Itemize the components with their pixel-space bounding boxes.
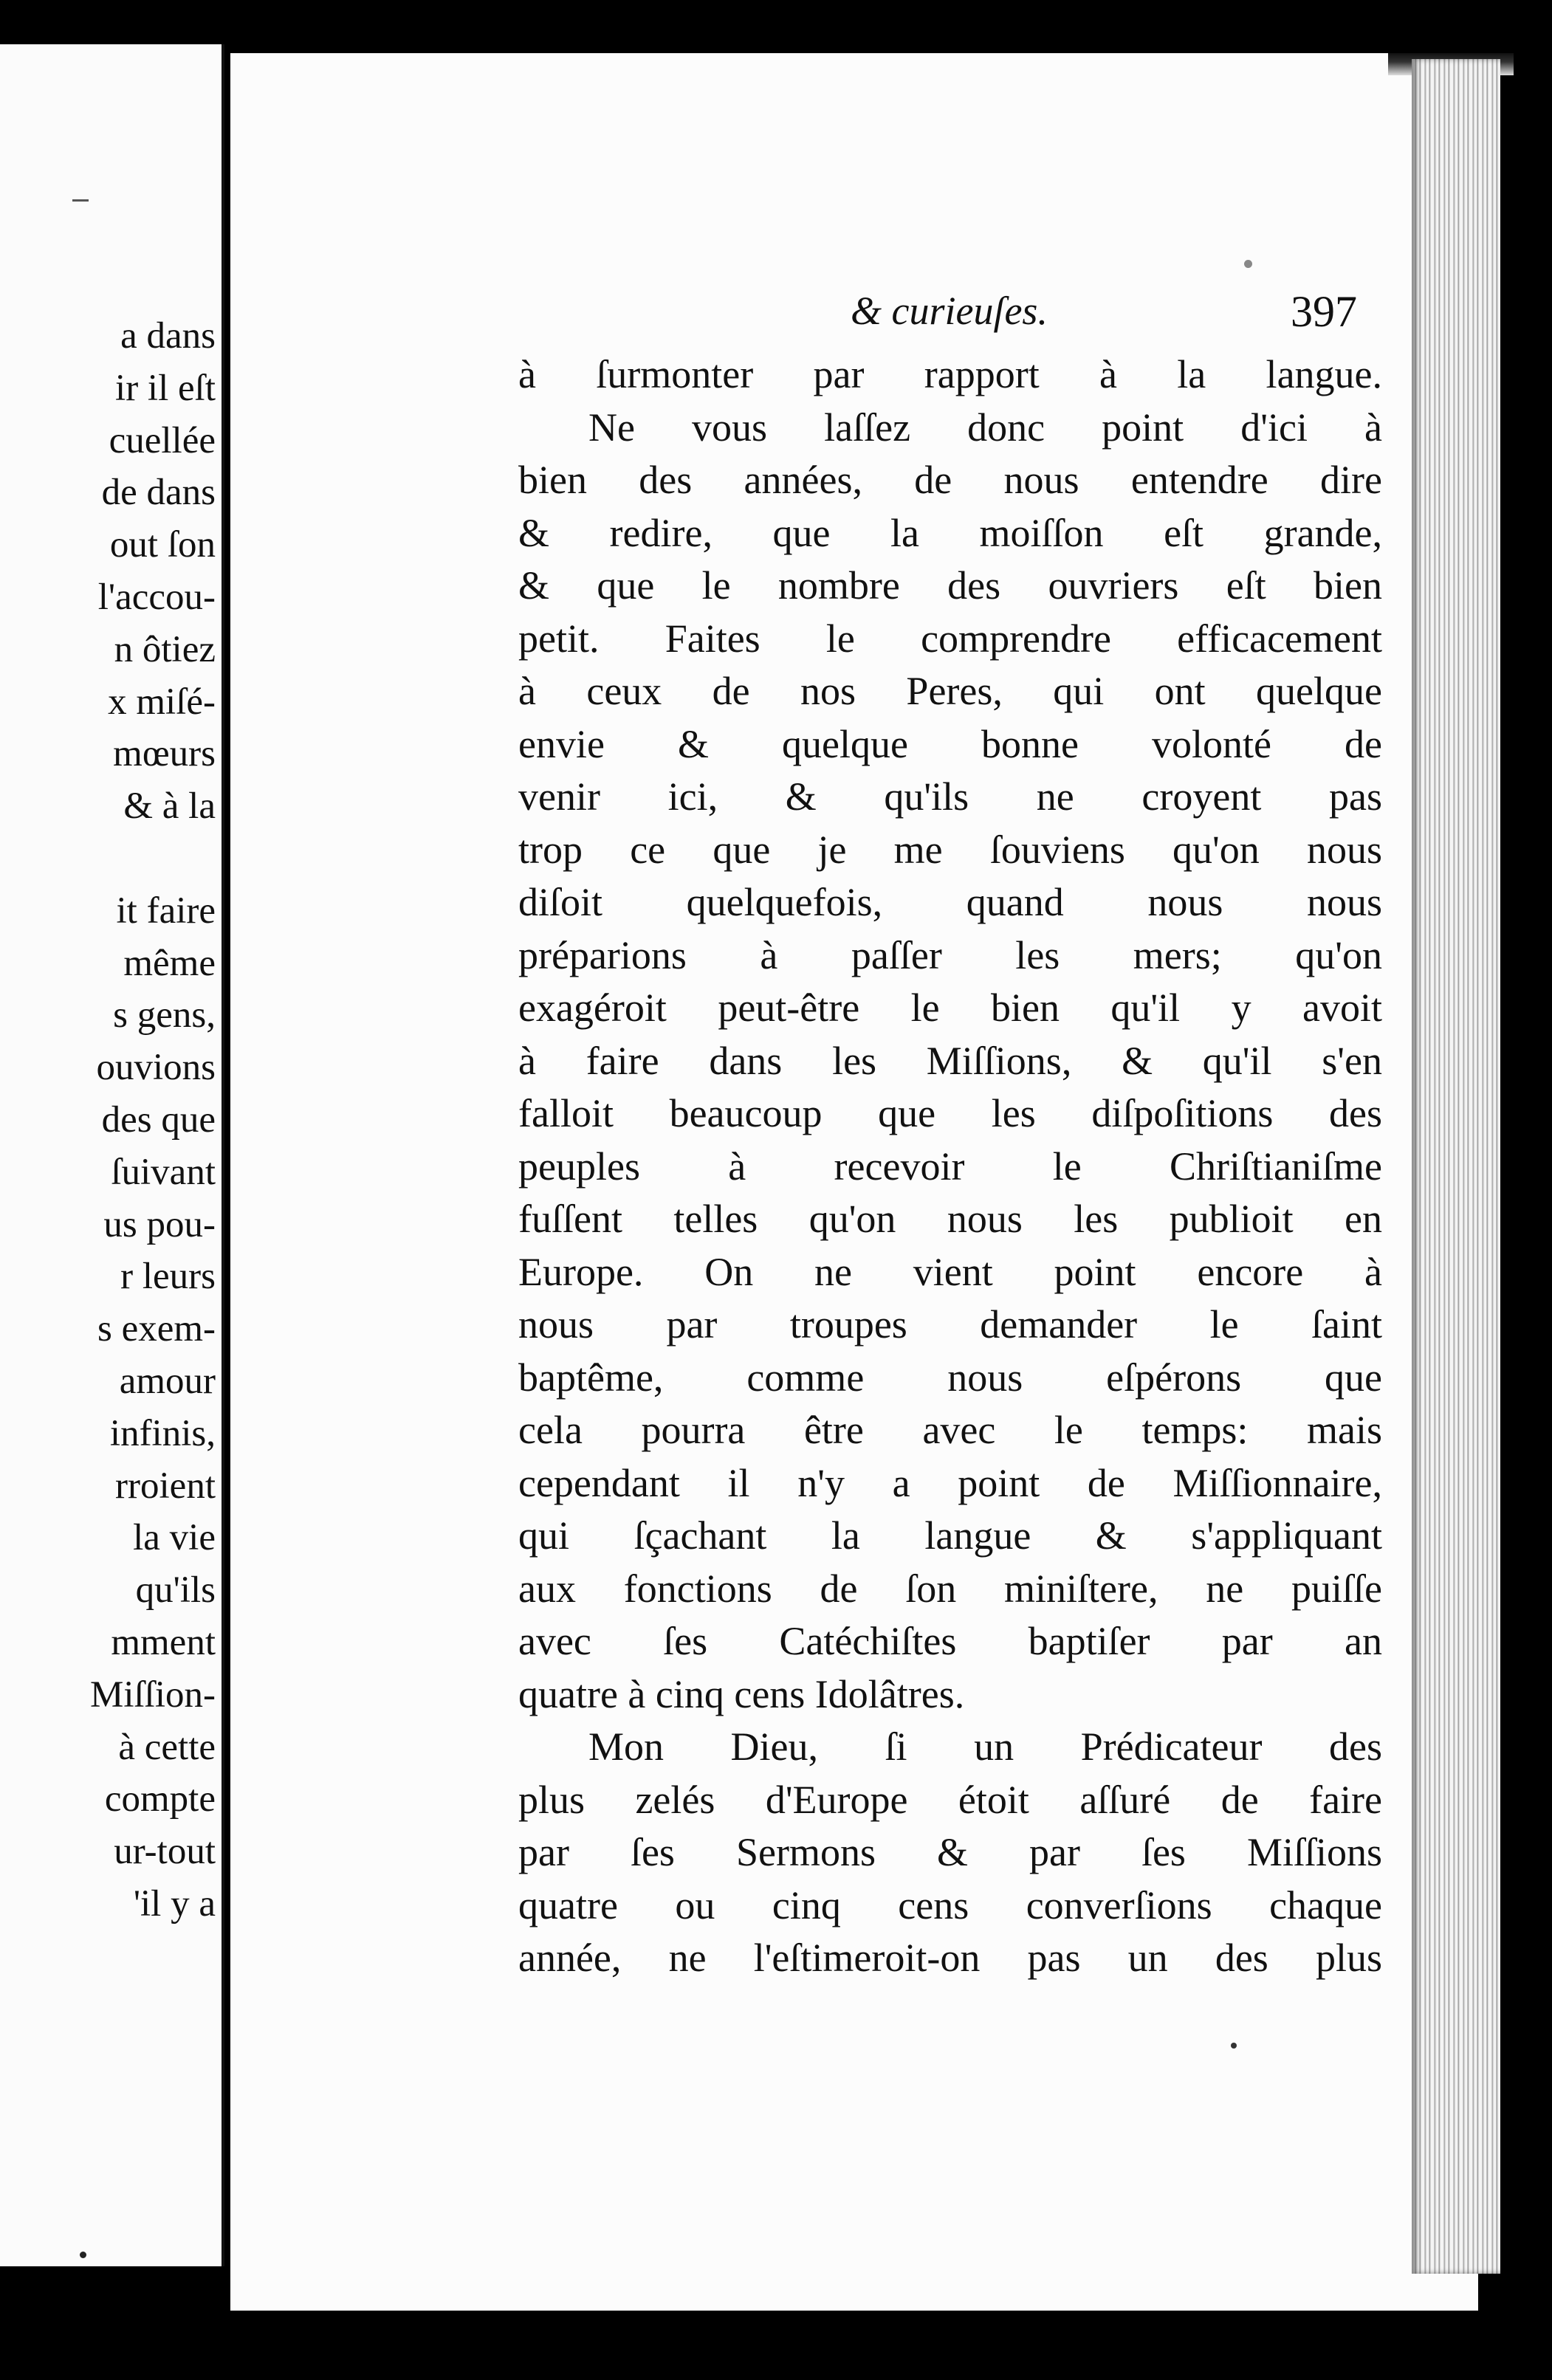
left-line: même	[123, 942, 216, 984]
text-line: fuſſent telles qu'on nous les publioit en	[518, 1197, 1382, 1241]
text-line: diſoit quelquefois, quand nous nous	[518, 880, 1382, 924]
left-line: de dans	[101, 472, 216, 514]
text-line: à ſurmonter par rapport à la langue.	[518, 352, 1382, 396]
text-line: plus zelés d'Europe étoit aſſuré de faire	[518, 1777, 1382, 1822]
ink-speck	[80, 2252, 86, 2258]
text-line: baptême, comme nous eſpérons que	[518, 1355, 1382, 1400]
text-line: quatre ou cinq cens converſions chaque	[518, 1882, 1382, 1927]
text-line: qui ſçachant la langue & s'appliquant	[518, 1513, 1382, 1558]
page-header	[230, 288, 1478, 340]
ink-speck	[1244, 260, 1252, 268]
left-line: la vie	[133, 1517, 216, 1559]
left-line: ir il eſt	[115, 367, 216, 409]
text-line: trop ce que je me ſouviens qu'on nous	[518, 827, 1382, 872]
text-line: aux fonctions de ſon miniſtere, ne puiſſe	[518, 1566, 1382, 1611]
text-line: petit. Faites le comprendre efficacement	[518, 616, 1382, 661]
left-page-text	[0, 310, 216, 1930]
left-line-blank	[0, 833, 216, 885]
left-line: 'il y a	[133, 1882, 216, 1925]
page-number: 397	[1291, 287, 1357, 336]
book-page	[230, 53, 1478, 2311]
left-line: rroient	[115, 1465, 216, 1507]
text-line: avec ſes Catéchiſtes baptiſer par an	[518, 1619, 1382, 1663]
text-line: envie & quelque bonne volonté de	[518, 721, 1382, 766]
left-line: infinis,	[109, 1412, 216, 1454]
left-line: s gens,	[113, 994, 216, 1036]
text-line: venir ici, & qu'ils ne croyent pas	[518, 774, 1382, 819]
page-body-text	[518, 348, 1382, 1985]
text-line: Europe. On ne vient point encore à	[518, 1249, 1382, 1294]
left-line: & à la	[123, 785, 216, 828]
text-line: & que le nombre des ouvriers eſt bien	[518, 563, 1382, 608]
running-head: & curieuſes.	[851, 289, 1048, 333]
text-line: peuples à recevoir le Chriſtianiſme	[518, 1143, 1382, 1189]
left-line: out ſon	[109, 524, 216, 566]
left-line: s exem-	[97, 1308, 216, 1350]
left-line: ſuivant	[111, 1151, 216, 1193]
left-line: mment	[111, 1621, 216, 1663]
paragraph-first-line: Ne vous laſſez donc point d'ici à	[588, 405, 1382, 450]
left-line: mœurs	[113, 733, 216, 775]
left-line: us pou-	[103, 1203, 216, 1245]
left-line: l'accou-	[97, 576, 216, 618]
left-line: amour	[119, 1360, 216, 1402]
text-line: & redire, que la moiſſon eſt grande,	[518, 510, 1382, 555]
left-line: ouvions	[96, 1047, 216, 1089]
text-line: falloit beaucoup que les diſpoſitions des	[518, 1091, 1382, 1135]
left-line: ur-tout	[114, 1831, 216, 1873]
left-line: cuellée	[109, 419, 216, 461]
text-line: par ſes Sermons & par ſes Miſſions	[518, 1830, 1382, 1874]
ink-speck	[1231, 2043, 1237, 2049]
left-line: compte	[104, 1778, 216, 1820]
text-line: cela pourra être avec le temps: mais	[518, 1408, 1382, 1452]
ink-mark	[72, 199, 89, 202]
left-line: it faire	[116, 890, 216, 932]
left-line: r leurs	[120, 1256, 216, 1298]
text-line: bien des années, de nous entendre dire	[518, 458, 1382, 502]
left-line: à cette	[118, 1726, 216, 1768]
paragraph-last-line: quatre à cinq cens Idolâtres.	[518, 1671, 965, 1716]
text-line: année, ne l'eſtimeroit-on pas un des plus	[518, 1936, 1382, 1980]
left-line: Miſſion-	[89, 1674, 216, 1716]
text-line: cependant il n'y a point de Miſſionnaire,	[518, 1460, 1382, 1505]
left-line: n ôtiez	[114, 628, 216, 670]
text-line: préparions à paſſer les mers; qu'on	[518, 932, 1382, 977]
text-line: nous par troupes demander le ſaint	[518, 1302, 1382, 1347]
left-line: des que	[101, 1098, 216, 1141]
text-line: à faire dans les Miſſions, & qu'il s'en	[518, 1038, 1382, 1083]
left-line: a dans	[120, 315, 216, 357]
page-block-fore-edge	[1412, 59, 1500, 2274]
left-facing-page	[0, 44, 224, 2266]
left-line: qu'ils	[135, 1569, 216, 1612]
text-line: à ceux de nos Peres, qui ont quelque	[518, 669, 1382, 713]
paragraph-first-line: Mon Dieu, ſi un Prédicateur des	[588, 1724, 1382, 1769]
left-line: x miſé-	[108, 681, 216, 723]
text-line: exagéroit peut-être le bien qu'il y avoit	[518, 986, 1382, 1030]
